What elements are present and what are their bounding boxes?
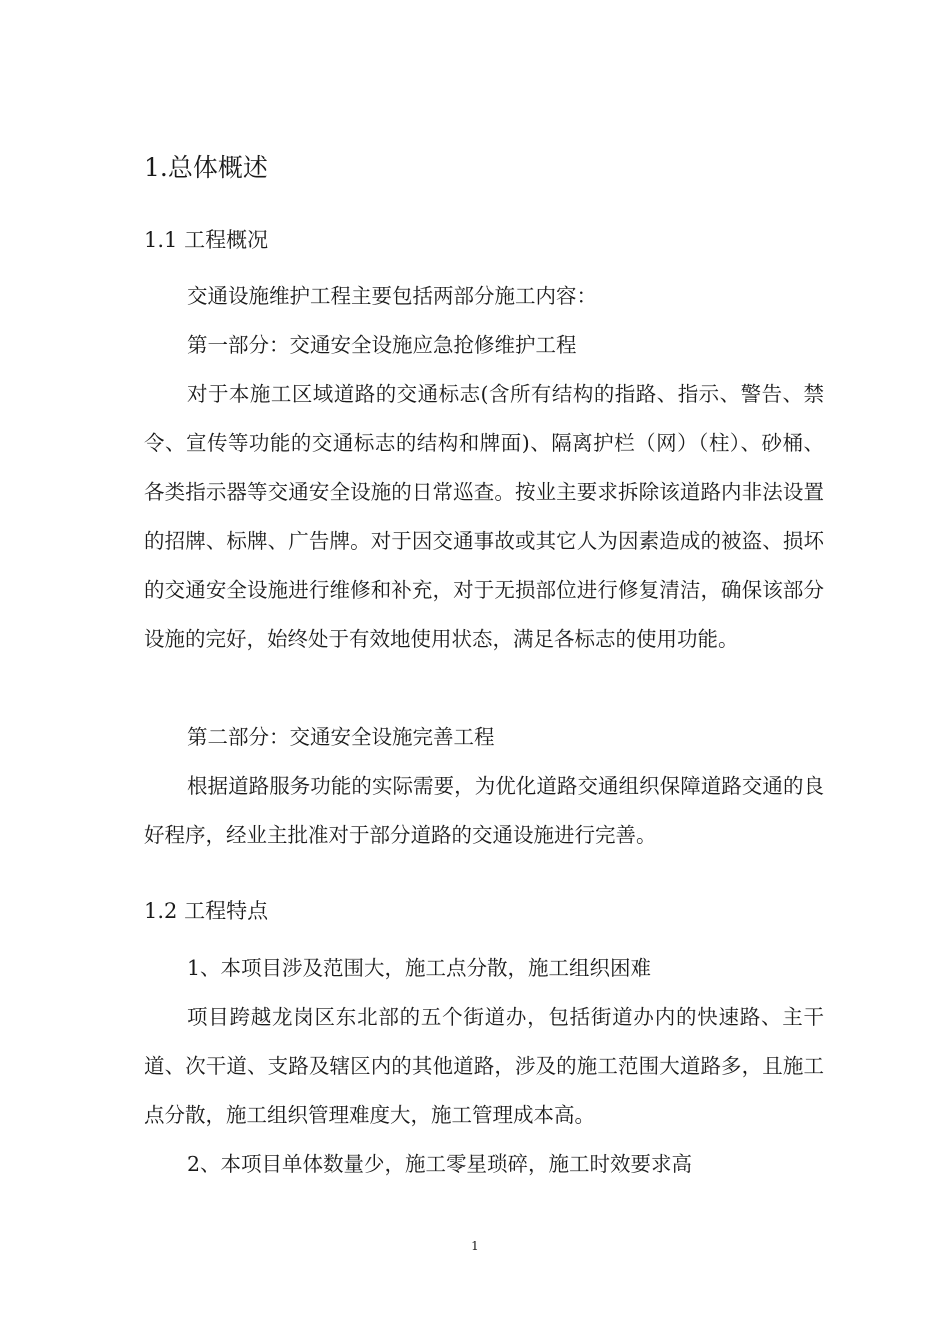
paragraph-point1-title: 1、本项目涉及范围大，施工点分散，施工组织困难: [187, 956, 652, 980]
paragraph-part2-body: 根据道路服务功能的实际需要，为优化道路交通组织保障道路交通的良好程序，经业主批准对于部分道路的交通设施进行完善。: [144, 774, 824, 847]
section-heading-1-1: 1.1 工程概况: [144, 228, 269, 252]
paragraph-intro: 交通设施维护工程主要包括两部分施工内容：: [187, 284, 597, 308]
paragraph-point1-body: 项目跨越龙岗区东北部的五个街道办，包括街道办内的快速路、主干道、次干道、支路及辖区内的其他道路，涉及的施工范围大道路多，且施工点分散，施工组织管理难度大，施工管理成本高。: [144, 1005, 824, 1127]
paragraph-part2-title: 第二部分：交通安全设施完善工程: [187, 725, 495, 749]
paragraph-part1-title: 第一部分：交通安全设施应急抢修维护工程: [187, 333, 577, 357]
paragraph-point2-title: 2、本项目单体数量少，施工零星琐碎，施工时效要求高: [187, 1152, 693, 1176]
chapter-heading: 1.总体概述: [144, 153, 268, 182]
page-number: 1: [471, 1239, 479, 1253]
paragraph-part1-body: 对于本施工区域道路的交通标志(含所有结构的指路、指示、警告、禁令、宣传等功能的交通标志的结构和牌面)、隔离护栏（网）（柱）、砂桶、各类指示器等交通安全设施的日常巡查。按业主要求拆除该道路内非法设置的招牌、标牌、广告牌。对于因交通事故或其它人为因素造成的被盗、损坏的交通安全设施进行维修和补充，对于无损部位进行修复清洁，确保该部分设施的完好，始终处于有效地使用状态，满足各标志的使用功能。: [144, 382, 824, 651]
section-heading-1-2: 1.2 工程特点: [144, 899, 269, 923]
